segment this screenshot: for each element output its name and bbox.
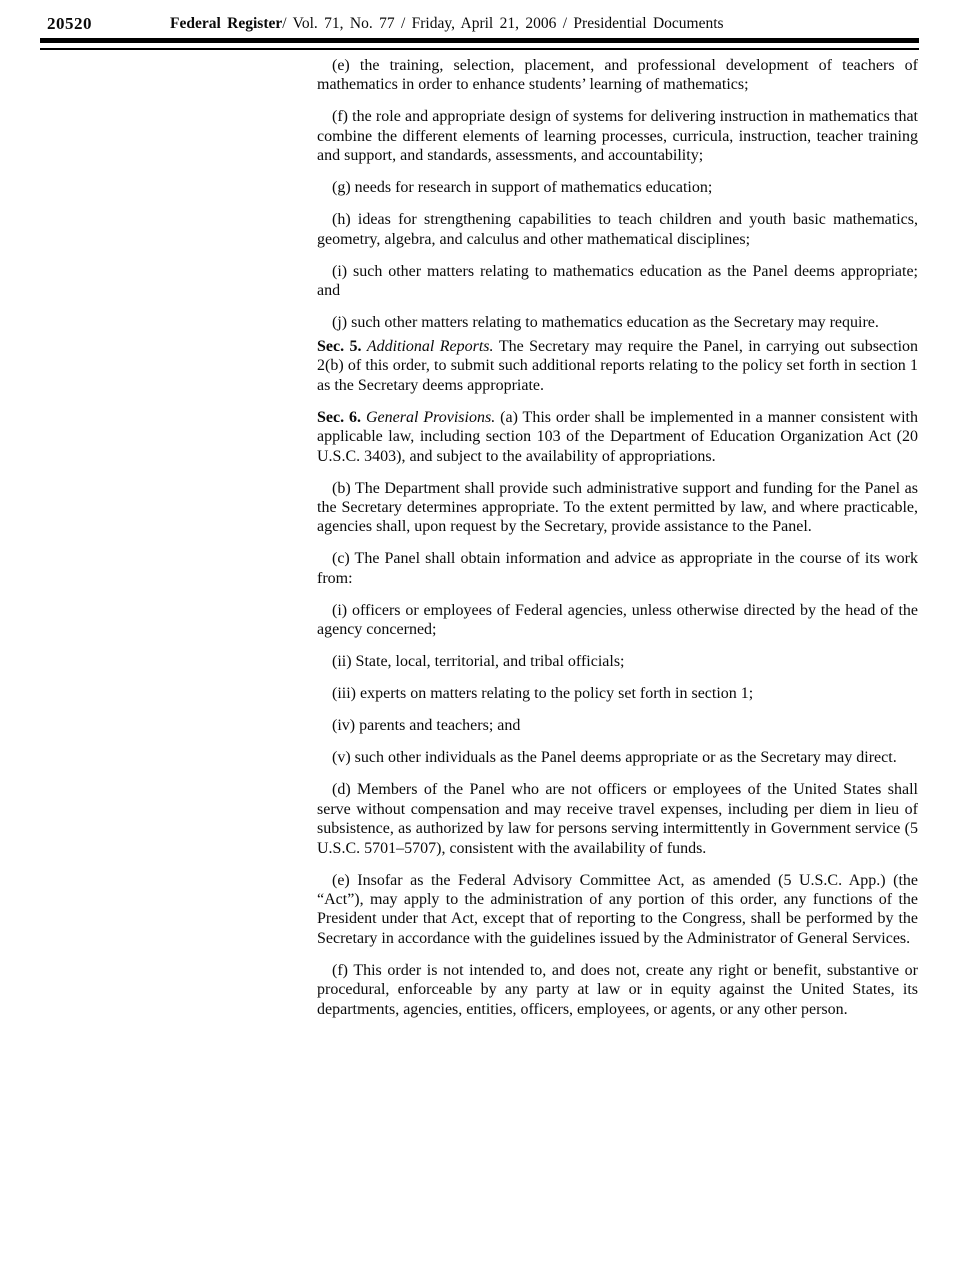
paragraph xyxy=(317,780,918,858)
page-number: 20520 xyxy=(47,14,92,33)
text-run-normal: (j) such other matters relating to mathematics education as the Secretary may require. xyxy=(332,314,879,332)
text-run-normal: (v) such other individuals as the Panel deems appropriate or as the Secretary may direct. xyxy=(332,749,897,767)
text-run-normal: (e) Insofar as the Federal Advisory Committee Act, as amended (5 U.S.C. App.) (the “Act”), may apply to the administration of any portion of this order, any functions of the President under that Act, except that of reporting to the Congress, shall be performed by the Secretary in accordance with the guidelines issued by the Administrator of General Services. xyxy=(317,871,918,947)
paragraph xyxy=(317,601,918,640)
text-run-normal: (e) the training, selection, placement, and professional development of teachers of mathematics in order to enhance students’ learning of mathematics; xyxy=(317,57,918,94)
paragraph xyxy=(317,56,918,95)
paragraph xyxy=(317,748,918,767)
text-run-bold: Sec. 5. xyxy=(317,338,367,356)
section-paragraph xyxy=(317,408,918,466)
running-head xyxy=(170,15,724,33)
text-run-normal: (h) ideas for strengthening capabilities to teach children and youth basic mathematics, geometry, algebra, and calculus and other mathematical disciplines; xyxy=(317,211,918,248)
paragraph xyxy=(317,684,918,703)
running-head-journal: Federal Register xyxy=(170,15,283,32)
paragraph xyxy=(317,107,918,165)
text-run-normal: (a) This order shall be implemented in a manner consistent with applicable law, including section 103 of the Department of Education Organization Act (20 U.S.C. 3403), and subject to the availability of appropriations. xyxy=(317,408,918,465)
page-header xyxy=(0,12,971,36)
running-head-issue: / Vol. 71, No. 77 / Friday, April 21, 2006 / Presidential Documents xyxy=(282,15,724,32)
section-paragraph xyxy=(317,337,918,395)
text-run-normal: (d) Members of the Panel who are not officers or employees of the United States shall serve without compensation and may receive travel expenses, including per diem in lieu of subsistence, as authorized by law for persons serving intermittently in Government service (5 U.S.C. 5701–5707), consistent with the availability of funds. xyxy=(317,781,918,857)
text-run-italic: General Provisions. xyxy=(365,408,501,426)
text-run-normal: (i) officers or employees of Federal agencies, unless otherwise directed by the head of the agency concerned; xyxy=(317,601,918,639)
paragraph xyxy=(317,479,918,537)
text-run-normal: (b) The Department shall provide such administrative support and funding for the Panel as the Secretary determines appropriate. To the extent permitted by law, and where practicable, agencies shall, upon request by the Secretary, provide assistance to the Panel. xyxy=(317,479,918,536)
text-run-italic: Additional Reports. xyxy=(366,338,499,356)
text-run-normal: The Secretary may require the Panel, in carrying out subsection 2(b) of this order, to submit such additional reports relating to the policy set forth in section 1 as the Secretary deems appropriate. xyxy=(317,338,919,394)
paragraph xyxy=(317,871,918,949)
text-run-bold: Sec. 6. xyxy=(317,408,366,426)
paragraph xyxy=(317,178,918,197)
text-run-normal: (i) such other matters relating to mathematics education as the Panel deems appropriate; and xyxy=(317,262,918,300)
paragraph xyxy=(317,313,918,332)
text-run-normal: (iv) parents and teachers; and xyxy=(332,717,521,735)
paragraph xyxy=(317,262,918,301)
document-body xyxy=(317,56,918,1019)
text-run-normal: (ii) State, local, territorial, and tribal officials; xyxy=(332,653,625,671)
text-run-normal: (g) needs for research in support of mathematics education; xyxy=(332,179,713,197)
paragraph xyxy=(317,961,918,1019)
header-rule-thick xyxy=(40,38,919,43)
text-run-normal: (f) This order is not intended to, and does not, create any right or benefit, substantive or procedural, enforceable by any party at law or in equity against the United States, its departments, agencies, entities, officers, employees, or agents, or any other person. xyxy=(317,961,918,1018)
paragraph xyxy=(317,210,918,249)
paragraph xyxy=(317,716,918,735)
paragraph xyxy=(317,652,918,671)
text-run-normal: (iii) experts on matters relating to the policy set forth in section 1; xyxy=(332,685,754,703)
text-run-normal: (c) The Panel shall obtain information and advice as appropriate in the course of its work from: xyxy=(317,550,918,587)
text-run-normal: (f) the role and appropriate design of systems for delivering instruction in mathematics that combine the different elements of learning processes, curricula, instruction, teacher training and support, and standards, assessments, and accountability; xyxy=(317,108,918,165)
paragraph xyxy=(317,549,918,588)
header-rule-thin xyxy=(40,48,919,50)
